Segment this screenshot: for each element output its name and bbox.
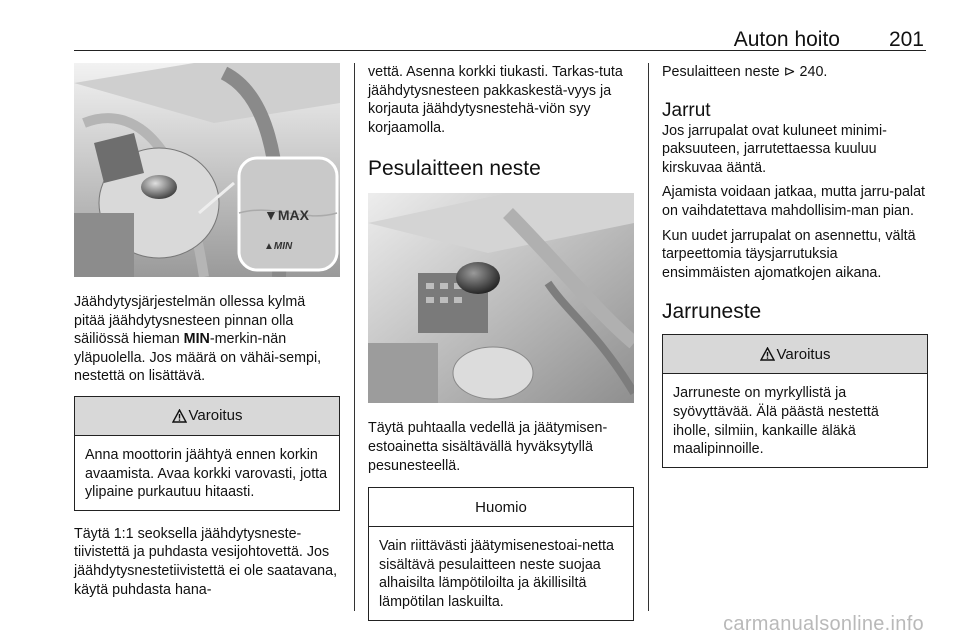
warning-header-brake: [663, 335, 927, 374]
min-mark-label: ▲MIN: [264, 241, 293, 252]
washer-reference-paragraph: Pesulaitteen neste ⊳ 240.: [662, 64, 828, 80]
page-number: 201: [888, 28, 924, 51]
note-box-washer: [368, 487, 634, 620]
column-3: [662, 63, 928, 468]
washer-fill-paragraph: Täytä puhtaalla vedellä ja jäätymisen-estoainetta sisältävällä hyväksytyllä pesunesteellä.: [368, 420, 608, 474]
warning-text: Anna moottorin jäähtyä ennen korkin avaamista. Avaa korkki varovasti, jotta ylipaine purkautuu hitaasti.: [85, 446, 328, 501]
warning-icon: [760, 347, 775, 361]
note-text: Vain riittävästi jäätymisenestoai-netta sisältävä pesulaitteen neste suojaa alhaisilta lämpötiloilta ja äkillisiltä lämpötilan laskuilta.: [379, 538, 614, 610]
column-2: [368, 63, 634, 621]
column-1: [74, 63, 340, 605]
note-title: Huomio: [475, 498, 527, 516]
washer-reservoir-photo: [368, 193, 634, 403]
brake-pads-replace-paragraph: Ajamista voidaan jatkaa, mutta jarru-palat on vaihdatettava mahdollisim-man pian.: [662, 184, 926, 219]
brake-pads-paragraph: Jos jarrupalat ovat kuluneet minimi-paksuuteen, jarrutettaessa kuuluu kirskuvaa ääntä.: [662, 122, 887, 176]
watermark: carmanualsonline.info: [723, 613, 924, 635]
new-brake-pads-paragraph: Kun uudet jarrupalat on asennettu, vältä tarpeettomia täysjarrutuksia ensimmäisten ajomatkojen aikana.: [662, 227, 916, 281]
coolant-continued-paragraph: vettä. Asenna korkki tiukasti. Tarkas-tuta jäähdytysnesteen pakkaskestä-vyys ja korjauta jäähdytysnestehä-viön syy korjaamolla.: [368, 64, 623, 136]
warning-icon: [172, 409, 187, 423]
coolant-reservoir-photo: [74, 63, 340, 277]
warning-title-brake: Varoitus: [776, 345, 831, 363]
warning-box-brake-fluid: [662, 334, 928, 467]
coolant-level-paragraph: Jäähdytysjärjestelmän ollessa kylmä pitää jäähdytysnesteen pinnan olla säiliössä hieman MIN-merkin-nän yläpuolella. Jos määrä on vähäi-sempi, nestettä on lisättävä.: [74, 294, 322, 385]
warning-header: [75, 397, 339, 436]
max-mark-label: ▼MAX: [264, 207, 309, 223]
section-title: Auton hoito: [733, 28, 840, 51]
warning-title: Varoitus: [188, 407, 243, 425]
brake-fluid-heading: Jarruneste: [662, 300, 762, 324]
note-header: [369, 488, 633, 527]
column-divider-1: [354, 63, 355, 611]
brake-fluid-warning-text: Jarruneste on myrkyllistä ja syövyttävää. Älä päästä nestettä iholle, silmiin, kankaille äläkä maalipinnoille.: [673, 385, 879, 458]
page-header: [74, 28, 926, 51]
washer-fluid-heading: Pesulaitteen neste: [368, 157, 541, 181]
column-divider-2: [648, 63, 649, 611]
warning-box-coolant: [74, 396, 340, 511]
coolant-mix-paragraph: Täytä 1:1 seoksella jäähdytysneste-tiivistettä ja puhdasta vesijohtovettä. Jos jäähdytysnestetiivistettä ei ole saatavana, käytä puhdasta hana-: [74, 525, 338, 598]
brakes-heading: Jarrut: [662, 99, 711, 121]
